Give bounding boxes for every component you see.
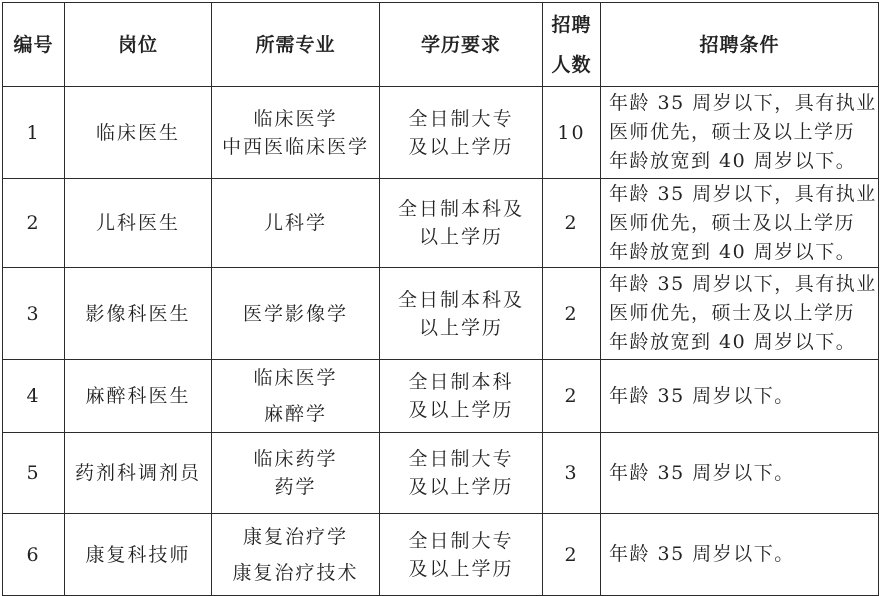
row-major [212,179,380,268]
major-line: 麻醉学 [263,403,327,425]
education-line: 全日制本科及 [397,288,524,311]
table-row [3,433,879,514]
header-major: 所需专业 [212,3,380,87]
row-education [380,87,543,179]
header-count [543,3,601,87]
condition-line: 年龄 35 周岁以下，具有执业 [609,182,877,205]
header-row [3,3,879,87]
condition-line: 年龄 35 周岁以下。 [609,461,795,484]
row-education [380,514,543,596]
recruitment-table [2,2,879,596]
row-position: 康复科技师 [65,514,212,596]
row-conditions [601,268,879,360]
major-line: 临床医学 [253,367,338,389]
row-position: 影像科医生 [65,268,212,360]
major-line: 康复治疗学 [242,525,348,548]
condition-line: 医师优先，硕士及以上学历 [609,211,856,234]
row-no: 4 [3,360,65,433]
row-conditions [601,87,879,179]
condition-line: 年龄 35 周岁以下。 [609,543,795,565]
header-position: 岗位 [65,3,212,87]
condition-line: 年龄 35 周岁以下，具有执业 [609,92,877,114]
header-count-line2: 人数 [551,53,592,76]
condition-line: 医师优先，硕士及以上学历 [609,121,856,143]
row-position: 药剂科调剂员 [65,433,212,514]
row-major [212,87,380,179]
row-position: 儿科医生 [65,179,212,268]
row-no: 5 [3,433,65,514]
row-count: 10 [543,87,601,179]
row-education [380,433,543,514]
row-major [212,433,380,514]
education-line: 及以上学历 [408,476,514,498]
row-conditions [601,514,879,596]
row-conditions [601,433,879,514]
education-line: 及以上学历 [408,135,514,158]
table-row [3,179,879,268]
education-line: 以上学历 [418,316,503,339]
row-no: 3 [3,268,65,360]
row-conditions [601,360,879,433]
condition-line: 年龄放宽到 40 周岁以下。 [609,240,857,263]
row-position: 临床医生 [65,87,212,179]
table-row [3,514,879,596]
education-line: 全日制大专 [408,448,514,470]
major-line: 临床药学 [253,448,338,470]
row-count: 2 [543,268,601,360]
row-no: 6 [3,514,65,596]
major-line: 康复治疗技术 [232,561,359,584]
education-line: 以上学历 [418,226,503,248]
table-row [3,360,879,433]
education-line: 全日制大专 [408,529,514,552]
education-line: 全日制本科 [408,371,514,393]
row-count: 3 [543,433,601,514]
condition-line: 年龄 35 周岁以下，具有执业 [609,273,877,295]
condition-line: 年龄放宽到 40 周岁以下。 [609,150,857,172]
condition-line: 医师优先，硕士及以上学历 [609,302,856,324]
major-line: 中西医临床医学 [221,135,369,158]
row-position: 麻醉科医生 [65,360,212,433]
condition-line: 年龄放宽到 40 周岁以下。 [609,331,857,353]
major-line: 临床医学 [253,107,338,130]
row-no: 2 [3,179,65,268]
row-education [380,360,543,433]
major-line: 医学影像学 [242,302,348,325]
major-line: 儿科学 [263,212,327,234]
major-line: 药学 [274,476,317,498]
row-major [212,360,380,433]
row-count: 2 [543,514,601,596]
education-line: 及以上学历 [408,557,514,580]
table-row [3,268,879,360]
condition-line: 年龄 35 周岁以下。 [609,384,795,407]
row-education [380,179,543,268]
row-count: 2 [543,179,601,268]
row-conditions [601,179,879,268]
header-count-line1: 招聘 [551,13,592,36]
header-education: 学历要求 [380,3,543,87]
row-major [212,268,380,360]
row-count: 2 [543,360,601,433]
table-row [3,87,879,179]
header-conditions: 招聘条件 [601,3,879,87]
row-no: 1 [3,87,65,179]
education-line: 全日制大专 [408,107,514,130]
row-education [380,268,543,360]
header-no: 编号 [3,3,65,87]
row-major [212,514,380,596]
education-line: 全日制本科及 [397,198,524,220]
education-line: 及以上学历 [408,399,514,421]
